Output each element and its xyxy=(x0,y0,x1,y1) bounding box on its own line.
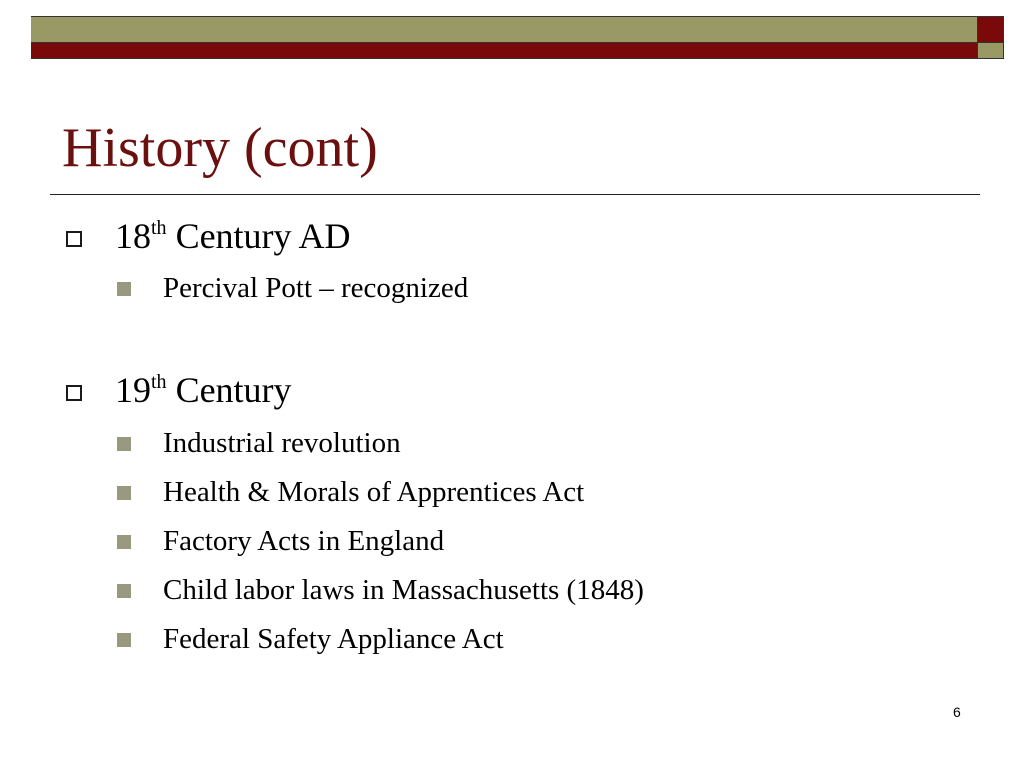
header-square-maroon xyxy=(977,16,1004,43)
list-item: Industrial revolution xyxy=(163,427,401,459)
century-number: 18 xyxy=(115,216,151,256)
ordinal-suffix: th xyxy=(151,217,167,239)
century-number: 19 xyxy=(115,370,151,410)
square-bullet-icon xyxy=(117,535,131,549)
section-heading-19th-century xyxy=(115,368,292,412)
header-band-olive xyxy=(31,16,977,43)
header-square-olive xyxy=(977,43,1004,59)
ordinal-suffix: th xyxy=(151,371,167,393)
list-item: Percival Pott – recognized xyxy=(163,272,469,304)
list-item: Health & Morals of Apprentices Act xyxy=(163,476,585,508)
heading-text: Century xyxy=(166,370,292,410)
square-bullet-icon xyxy=(117,437,131,451)
hollow-square-bullet-icon xyxy=(66,231,82,247)
hollow-square-bullet-icon xyxy=(66,385,82,401)
square-bullet-icon xyxy=(117,584,131,598)
square-bullet-icon xyxy=(117,486,131,500)
list-item: Federal Safety Appliance Act xyxy=(163,623,504,655)
slide-title: History (cont) xyxy=(62,117,378,179)
title-divider xyxy=(50,194,980,195)
page-number: 6 xyxy=(953,704,961,720)
heading-text: Century AD xyxy=(166,216,351,256)
list-item: Factory Acts in England xyxy=(163,525,445,557)
header-band-maroon xyxy=(31,43,977,59)
list-item: Child labor laws in Massachusetts (1848) xyxy=(163,574,644,606)
square-bullet-icon xyxy=(117,633,131,647)
square-bullet-icon xyxy=(117,282,131,296)
section-heading-18th-century xyxy=(115,214,351,258)
